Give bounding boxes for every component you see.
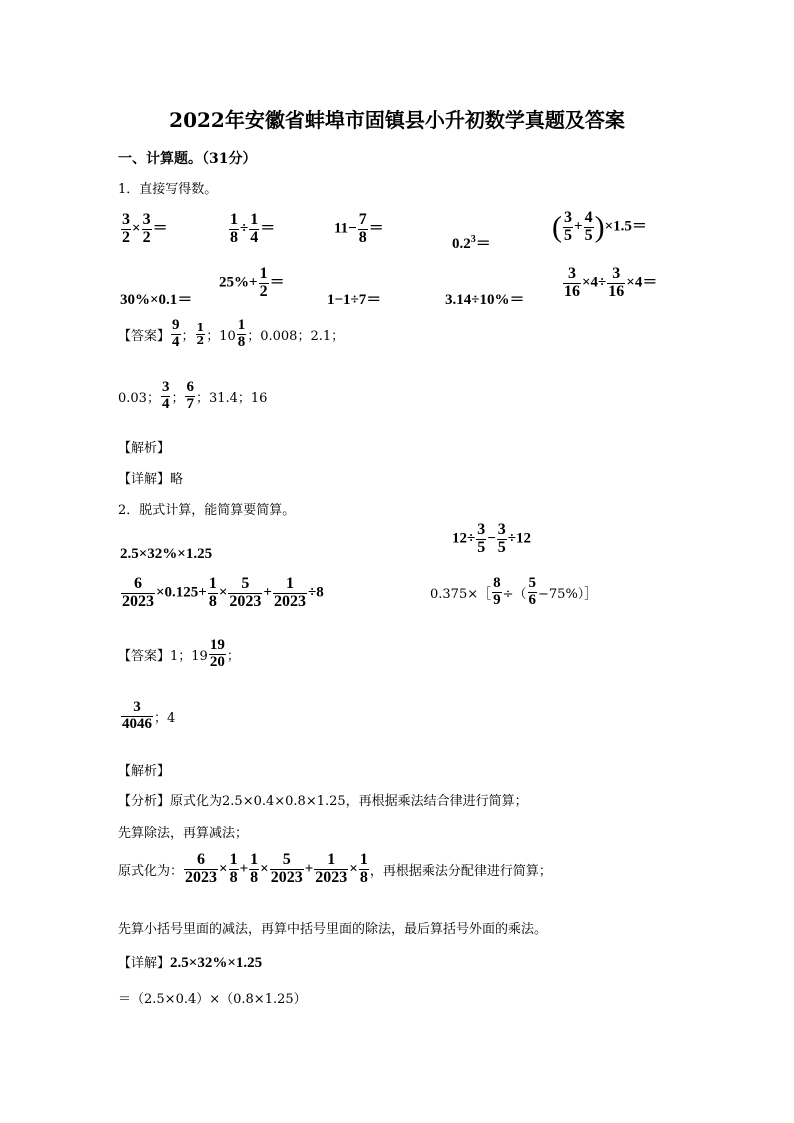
q1-answer-line-1: 【答案】 $\frac{9}{4}$ ； $\frac{1}{2}$ ；10 $\frac{1}{8}$ ；0.008；2.1；: [118, 317, 345, 350]
q2-problem-1: 2.5×32%×1.25: [120, 546, 213, 562]
q2-problem-4: 0.375×［ $\frac{8}{9}$ ÷（ $\frac{5}{6}$ −75%）］: [430, 575, 598, 608]
q2-answer-line-2: $\frac{3}{4046}$ ；4: [122, 699, 176, 732]
q1-expr-3: 11− $\frac{7}{8}$ ＝: [334, 211, 384, 246]
q1-expr-9: 3.14÷10%＝: [445, 292, 525, 308]
q2-fenxi: 【分析】原式化为2.5×0.4×0.8×1.25，再根据乘法结合律进行简算；: [118, 794, 528, 809]
q1-expr-7: 25%+ $\frac{1}{2}$ ＝: [219, 265, 285, 300]
q1-expr-4: $0.2^3=$: [452, 234, 491, 252]
q1-expr-2: $\frac{1}{8}$ ÷ $\frac{1}{4}$ ＝: [230, 211, 276, 246]
q1-expr-8: 1−1÷7＝: [327, 292, 382, 308]
q2-analysis-label: 【解析】: [118, 764, 171, 779]
q2-fenxi-line-3: 原式化为： $\frac{6}{2023}$ × $\frac{1}{8}$ + $\frac{1}{8}$ × $\frac{5}{2023}$ + $\frac{1}{2023}$ × $\frac{1}{8}$ ，再根据乘法分配律进行简算；: [118, 851, 552, 886]
q2-detail: 【详解】2.5×32%×1.25: [118, 955, 263, 971]
q1-analysis-label: 【解析】: [118, 441, 171, 456]
question-2-stem: 2．脱式计算，能简算要简算。: [118, 503, 296, 518]
q2-problem-3: $\frac{6}{2023}$ ×0.125+ $\frac{1}{8}$ × $\frac{5}{2023}$ + $\frac{1}{2023}$ ÷8: [122, 575, 324, 610]
q1-expr-5: ( $\frac{3}{5}$ + $\frac{4}{5}$ )×1.5＝: [552, 209, 647, 244]
q1-expr-1: $\frac{3}{2}$ × $\frac{3}{2}$ ＝: [122, 211, 168, 246]
q1-expr-10: $\frac{3}{16}$ ×4÷ $\frac{3}{16}$ ×4＝: [564, 265, 658, 300]
q2-fenxi-line-4: 先算小括号里面的减法，再算中括号里面的除法，最后算括号外面的乘法。: [118, 922, 548, 937]
q1-answer-line-2: 0.03； $\frac{3}{4}$ ； $\frac{6}{7}$ ；31.4；16: [118, 379, 268, 412]
q1-expr-6: 30%×0.1＝: [120, 292, 193, 308]
section-heading: 一、计算题。（31分）: [118, 151, 257, 167]
q2-detail-step-1: ＝（2.5×0.4）×（0.8×1.25）: [118, 992, 307, 1007]
q2-problem-2: 12÷ $\frac{3}{5}$ − $\frac{3}{5}$ ÷12: [452, 521, 532, 556]
q1-detail: 【详解】略: [118, 472, 184, 487]
q2-fenxi-line-2: 先算除法，再算减法；: [118, 826, 249, 841]
page-title: 2022年安徽省蚌埠市固镇县小升初数学真题及答案: [169, 108, 625, 132]
question-1-stem: 1．直接写得数。: [118, 182, 218, 197]
q2-answer-line-1: 【答案】1；19 $\frac{19}{20}$ ；: [118, 637, 240, 670]
